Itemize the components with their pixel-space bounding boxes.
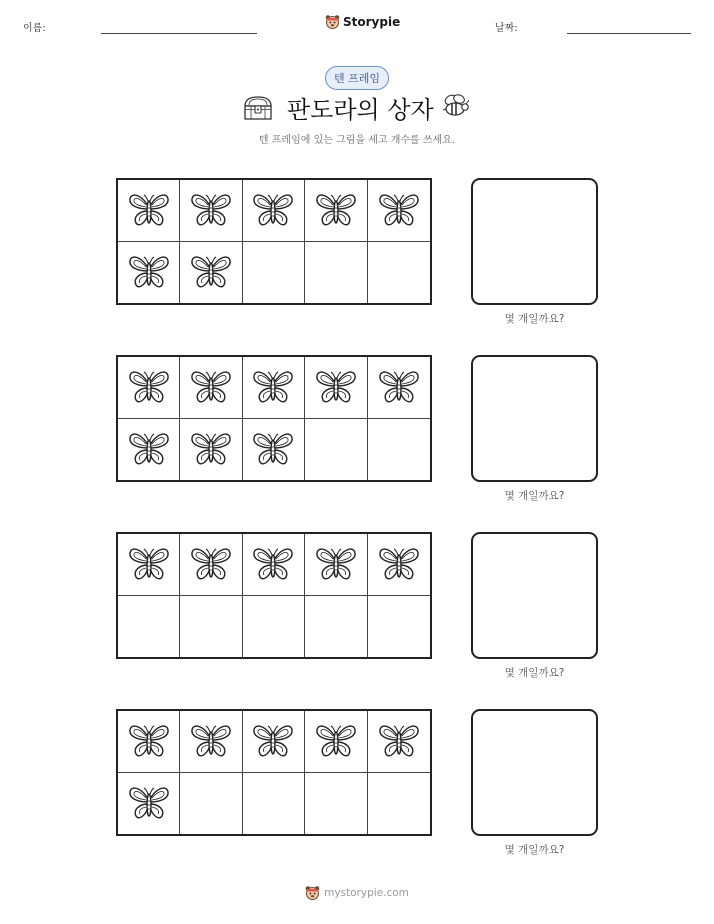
butterfly-icon xyxy=(377,190,421,230)
ten-frame-cell xyxy=(368,357,430,419)
brand-name: Storypie xyxy=(343,15,401,29)
ten-frame-cell xyxy=(305,773,367,835)
ten-frame-cell xyxy=(118,357,180,419)
butterfly-icon xyxy=(314,721,358,761)
butterfly-icon xyxy=(377,721,421,761)
butterfly-icon xyxy=(127,544,171,584)
ten-frame-cell xyxy=(180,242,242,304)
butterfly-icon xyxy=(314,367,358,407)
page-title: 판도라의 상자 xyxy=(287,96,434,124)
ten-frame xyxy=(116,709,432,836)
ten-frame-cell xyxy=(243,773,305,835)
butterfly-icon xyxy=(251,367,295,407)
ten-frame-cell xyxy=(243,357,305,419)
ten-frame-cell xyxy=(118,596,180,658)
ten-frame-cell xyxy=(368,242,430,304)
butterfly-icon xyxy=(127,252,171,292)
date-label: 날짜: xyxy=(495,23,518,34)
ten-frame-cell xyxy=(118,711,180,773)
ten-frame-cell xyxy=(243,242,305,304)
footer xyxy=(305,885,409,901)
ten-frame-cell xyxy=(305,242,367,304)
ten-frame-cell xyxy=(118,419,180,481)
ten-frame-cell xyxy=(118,180,180,242)
ten-frame-cell xyxy=(305,711,367,773)
ten-frame-cell xyxy=(180,596,242,658)
butterfly-icon xyxy=(189,544,233,584)
ten-frame-cell xyxy=(243,534,305,596)
bear-icon xyxy=(325,14,340,30)
question-text: 몇 개일까요? xyxy=(504,313,565,325)
ten-frame xyxy=(116,355,432,482)
butterfly-icon xyxy=(251,429,295,469)
question-text: 몇 개일까요? xyxy=(504,490,565,502)
ten-frame-cell xyxy=(305,596,367,658)
butterfly-icon xyxy=(127,783,171,823)
bee-icon xyxy=(440,92,472,124)
butterfly-icon xyxy=(189,721,233,761)
ten-frame-cell xyxy=(368,596,430,658)
answer-box[interactable] xyxy=(471,709,598,836)
ten-frame-cell xyxy=(180,534,242,596)
butterfly-icon xyxy=(251,190,295,230)
ten-frame-cell xyxy=(243,596,305,658)
treasure-chest-icon xyxy=(242,94,274,126)
name-line[interactable] xyxy=(101,33,257,34)
answer-box[interactable] xyxy=(471,355,598,482)
title-badge: 텐 프레임 xyxy=(325,66,389,90)
butterfly-icon xyxy=(314,544,358,584)
ten-frame-cell xyxy=(368,711,430,773)
ten-frame-cell xyxy=(305,357,367,419)
ten-frame-cell xyxy=(305,180,367,242)
butterfly-icon xyxy=(189,252,233,292)
ten-frame-cell xyxy=(243,180,305,242)
butterfly-icon xyxy=(189,367,233,407)
butterfly-icon xyxy=(251,544,295,584)
butterfly-icon xyxy=(127,367,171,407)
answer-box[interactable] xyxy=(471,532,598,659)
footer-url: mystorypie.com xyxy=(324,887,409,899)
brand-logo xyxy=(325,14,400,30)
butterfly-icon xyxy=(251,721,295,761)
ten-frame-cell xyxy=(243,711,305,773)
ten-frame-cell xyxy=(180,711,242,773)
question-text: 몇 개일까요? xyxy=(504,844,565,856)
ten-frame-cell xyxy=(180,357,242,419)
ten-frame xyxy=(116,178,432,305)
ten-frame-cell xyxy=(368,534,430,596)
answer-box[interactable] xyxy=(471,178,598,305)
butterfly-icon xyxy=(377,367,421,407)
ten-frame-cell xyxy=(243,419,305,481)
question-text: 몇 개일까요? xyxy=(504,667,565,679)
ten-frame-cell xyxy=(305,419,367,481)
ten-frame-cell xyxy=(305,534,367,596)
ten-frame-cell xyxy=(118,534,180,596)
date-line[interactable] xyxy=(567,33,691,34)
ten-frame xyxy=(116,532,432,659)
butterfly-icon xyxy=(127,721,171,761)
butterfly-icon xyxy=(127,429,171,469)
butterfly-icon xyxy=(189,190,233,230)
name-label: 이름: xyxy=(23,23,46,34)
ten-frame-cell xyxy=(368,180,430,242)
ten-frame-cell xyxy=(180,773,242,835)
ten-frame-cell xyxy=(118,773,180,835)
ten-frame-cell xyxy=(368,773,430,835)
butterfly-icon xyxy=(189,429,233,469)
butterfly-icon xyxy=(314,190,358,230)
ten-frame-cell xyxy=(368,419,430,481)
ten-frame-cell xyxy=(118,242,180,304)
instruction-text: 텐 프레임에 있는 그림을 세고 개수를 쓰세요. xyxy=(258,135,456,146)
ten-frame-cell xyxy=(180,419,242,481)
bear-icon xyxy=(305,885,320,901)
butterfly-icon xyxy=(127,190,171,230)
butterfly-icon xyxy=(377,544,421,584)
ten-frame-cell xyxy=(180,180,242,242)
